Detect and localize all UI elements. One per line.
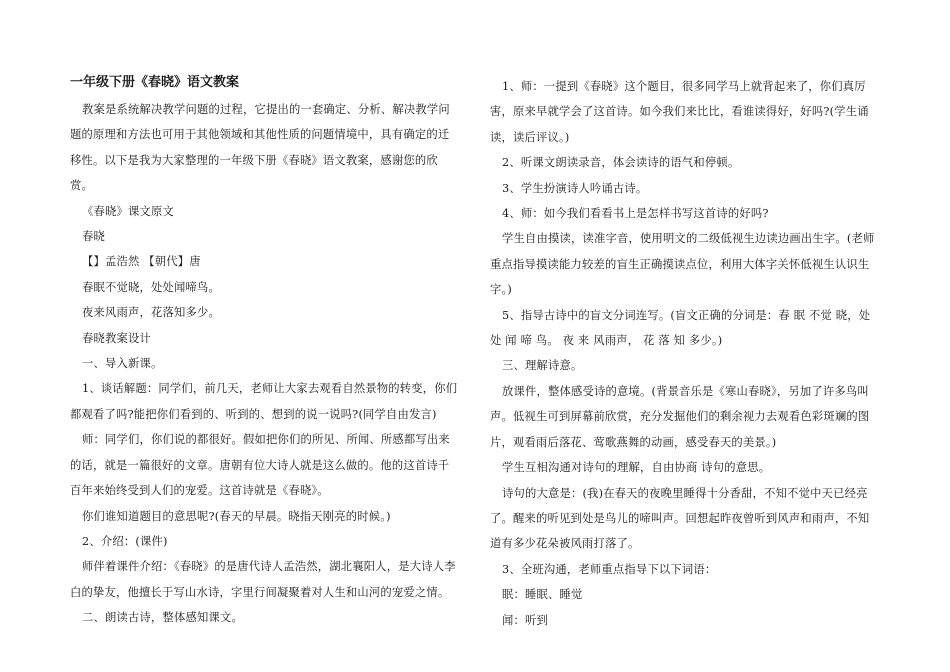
paragraph: 2、介绍：(课件) [82,534,168,548]
paragraph: 师：同学们，你们说的都很好。假如把你们的所见、所闻、所感都写出来的话，就是一篇很好的文章。唐朝有位大诗人就是这么做的。他的这首诗千百年来始终受到人们的宠爱。这首诗就是《春晓》。 [70,433,450,498]
paragraph: 1、师：一提到《春晓》这个题目，很多同学马上就背起来了，你们真厉害，原来早就学会了这首诗。如今我们来比比，看谁读得好，好吗?(学生诵读，读后评议。) [490,80,869,144]
paragraph: 【】孟浩然 【朝代】唐 [82,255,201,269]
paragraph: 你们谁知道题目的意思呢?(春天的早晨。晓指天刚亮的时候。) [82,509,391,523]
paragraph: 《春晓》课文原文 [82,204,174,218]
paragraph: 学生互相沟通对诗句的理解，自由协商 诗句的意思。 [502,461,771,475]
paragraph: 师伴着课件介绍：《春晓》的是唐代诗人孟浩然，湖北襄阳人，是大诗人李白的挚友，他擅长于写山水诗，字里行间凝聚着对人生和山河的宠爱之情。 [70,560,456,599]
paragraph: 3、学生扮演诗人吟诵古诗。 [502,181,648,195]
paragraph: 2、听课文朗读录音，体会读诗的语气和停顿。 [502,156,740,170]
paragraph: 眠：睡眠、睡觉 [502,588,583,602]
paragraph: 诗句的大意是：(我)在春天的夜晚里睡得十分香甜，不知不觉中天已经亮了。醒来的听见到处是鸟儿的啼叫声。回想起昨夜曾听到风声和雨声，不知道有多少花朵被风雨打落了。 [490,486,870,551]
paragraph: 春晓 [82,230,105,244]
paragraph: 春眠不觉晓，处处闻啼鸟。 [82,280,220,294]
paragraph: 夜来风雨声，花落知多少。 [82,306,220,320]
paragraph: 一、导入新课。 [82,357,163,371]
right-column [490,74,880,633]
document-title: 一年级下册《春晓》语文教案 [70,75,240,90]
paragraph: 三、理解诗意。 [502,359,583,373]
paragraph: 二、朗读古诗，整体感知课文。 [82,611,243,625]
paragraph: 3、全班沟通，老师重点指导下以下词语： [502,562,717,576]
left-column [70,74,460,631]
paragraph: 学生自由摸读，读准字音，使用明文的二级低视生边读边画出生字。(老师重点指导摸读能力较差的盲生正确摸读点位，利用大体字关怀低视生认识生字。) [490,232,875,297]
paragraph: 4、师：如今我们看看书上是怎样书写这首诗的好吗? [502,207,769,221]
paragraph: 1、谈话解题：同学们，前几天，老师让大家去观看自然景物的转变，你们都观看了吗?能把你们看到的、听到的、想到的说一说吗?(同学自由发言) [70,382,458,421]
paragraph: 5、指导古诗中的盲文分词连写。(盲文正确的分词是：春 眠 不觉 晓，处处 闻 啼 鸟。 夜 来 风雨声， 花 落 知 多少。) [490,308,871,348]
paragraph: 放课件，整体感受诗的意境。(背景音乐是《寒山春晓》，另加了许多鸟叫声。低视生可到屏幕前欣赏，充分发掘他们的剩余视力去观看色彩斑斓的图片，观看雨后落花、莺歌燕舞的动画，感受春天的美景。) [490,384,870,449]
paragraph: 闻：听到 [502,613,548,627]
paragraph: 教案是系统解决教学问题的过程，它提出的一套确定、分析、解决教学问题的原理和方法也可用于其他领域和其他性质的问题情境中，具有确定的迁移性。以下是我为大家整理的一年级下册《春晓》语文教案，感谢您的欣赏。 [70,103,450,193]
paragraph: 春晓教案设计 [82,331,151,345]
